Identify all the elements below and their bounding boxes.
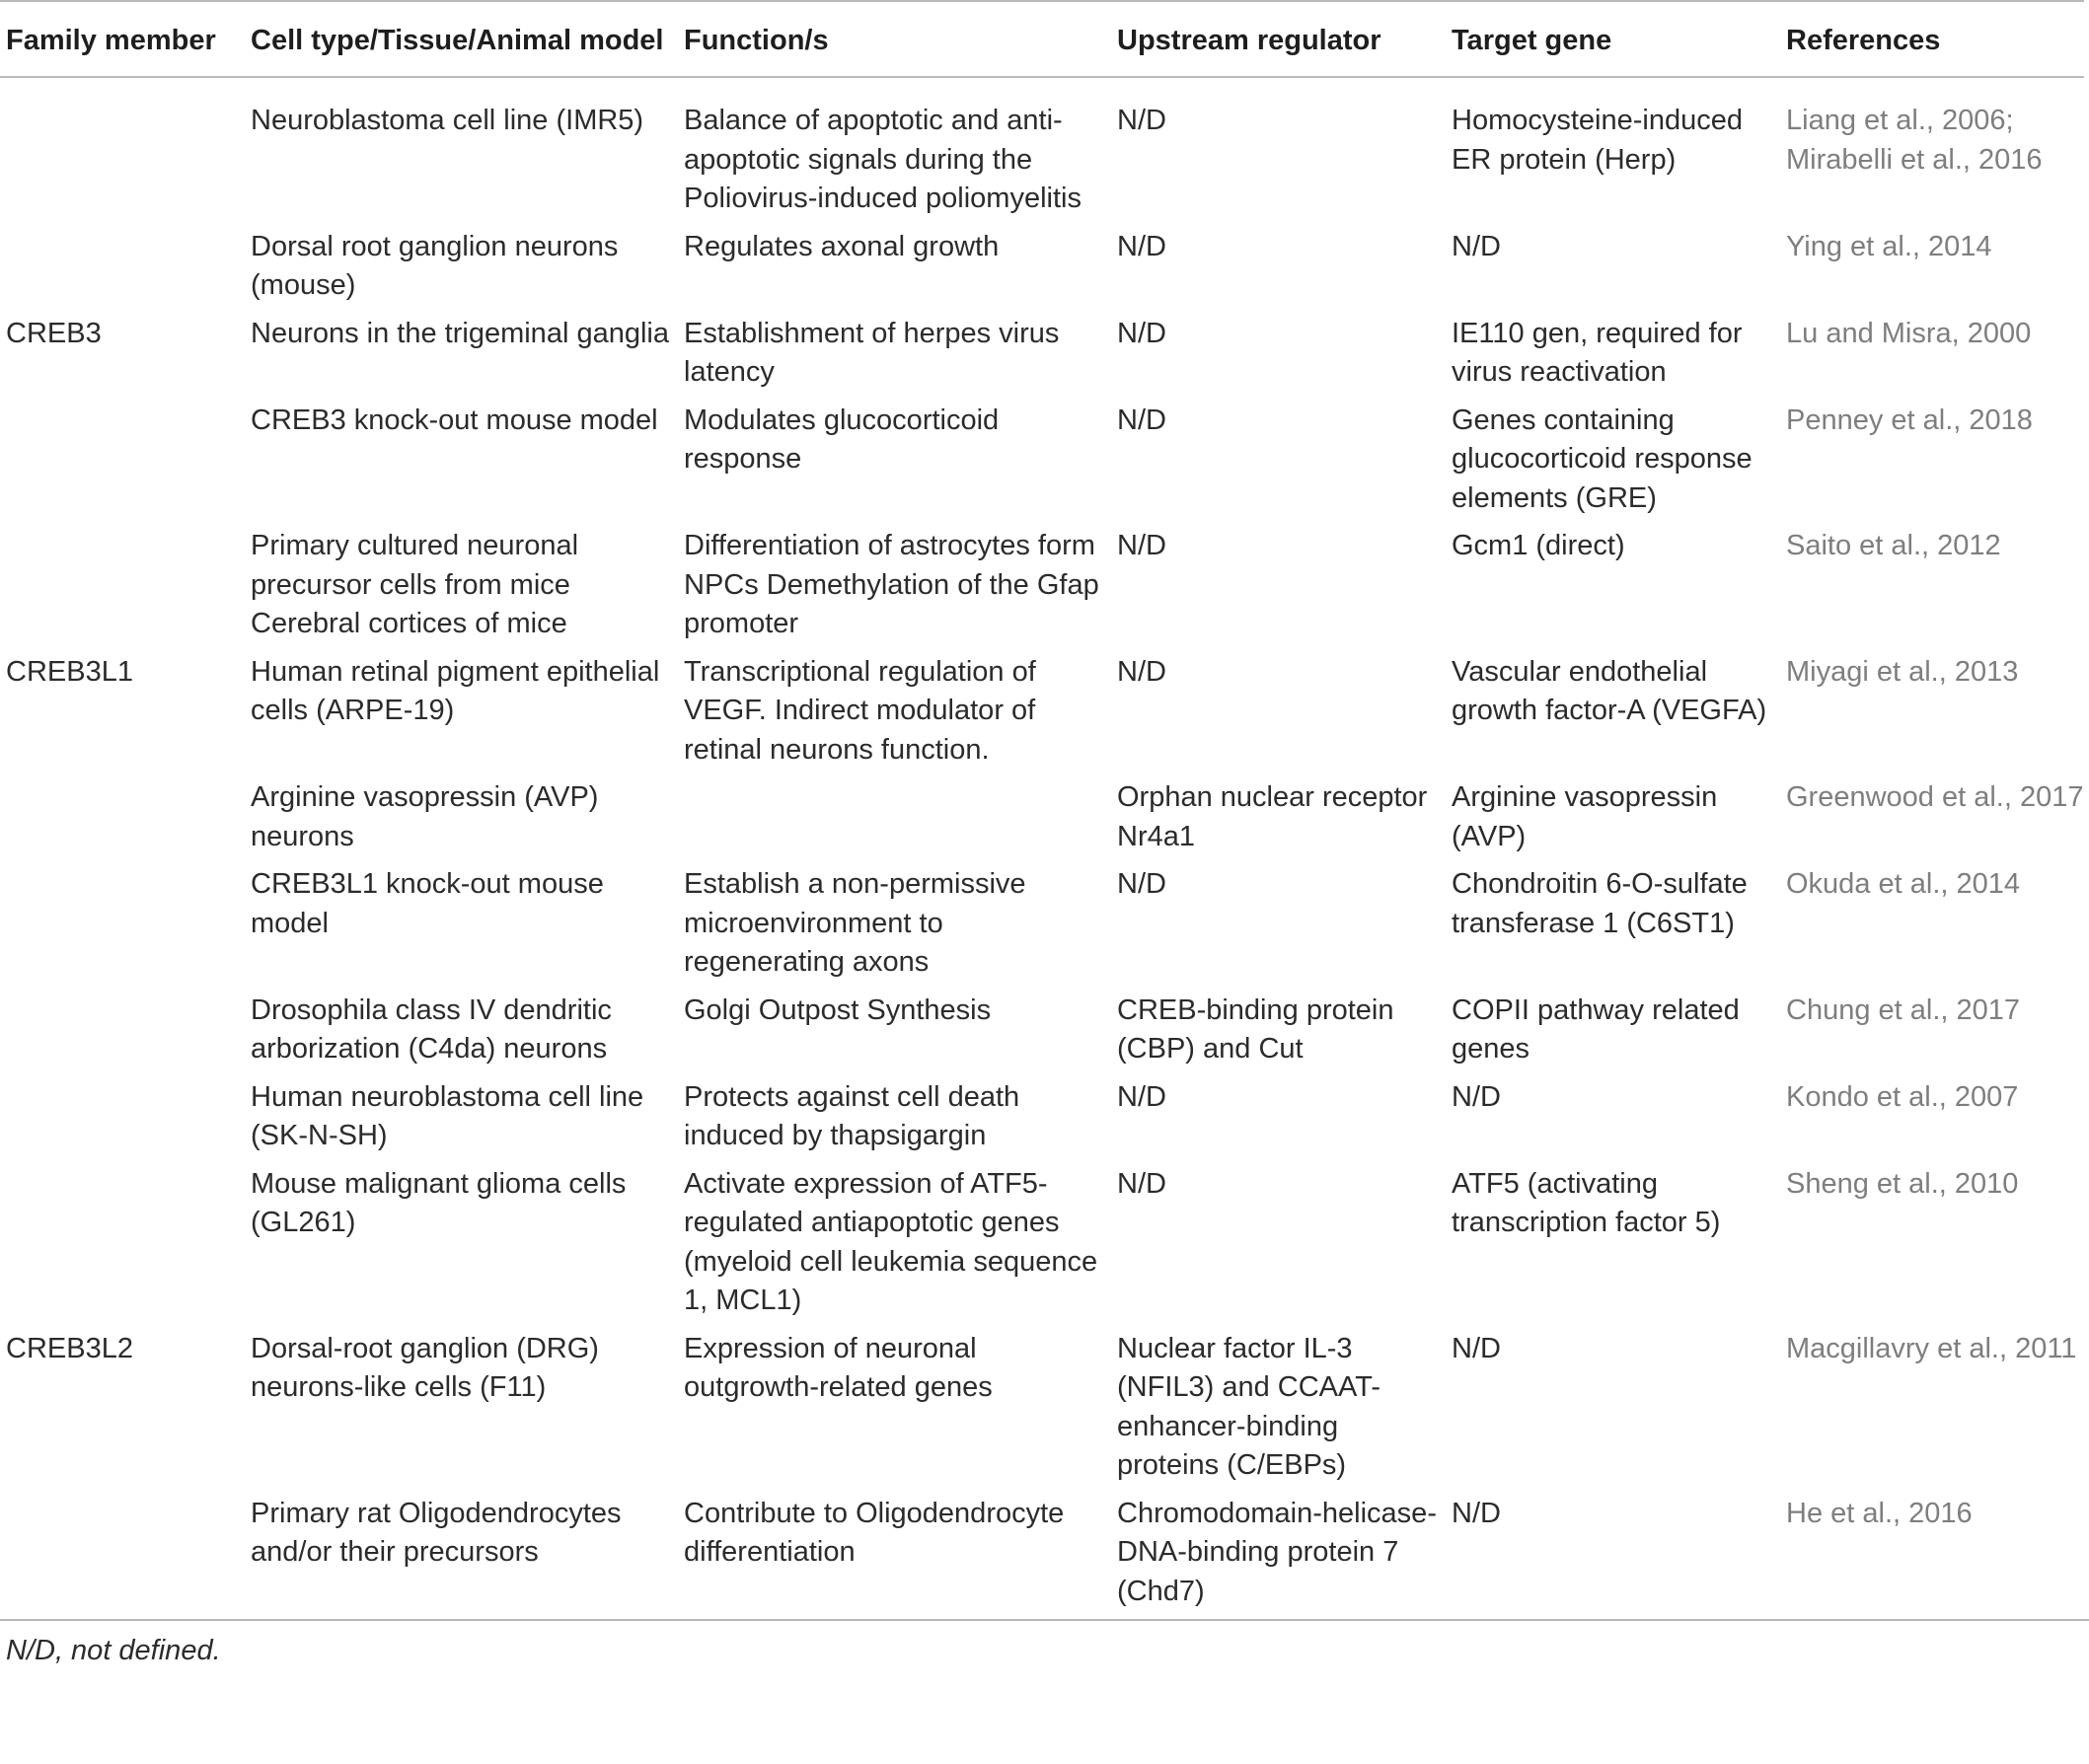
references-cell [1786, 774, 2084, 861]
cell-type-cell: Neurons in the trigeminal ganglia [251, 317, 669, 349]
target-gene-cell: N/D [1452, 1080, 1501, 1113]
function-cell: Golgi Outpost Synthesis [684, 993, 992, 1026]
family-cell: CREB3L1 [6, 655, 133, 688]
table-row [0, 1161, 2084, 1326]
cell-type-cell: Dorsal-root ganglion (DRG) neurons-like cells (F11) [251, 1332, 599, 1403]
target-gene-cell: Gcm1 (direct) [1452, 530, 1625, 561]
reference-link[interactable]: Liang et al., 2006; [1786, 105, 2014, 136]
reference-link[interactable]: He et al., 2016 [1786, 1497, 1973, 1529]
reference-link[interactable]: Macgillavry et al., 2011 [1786, 1332, 2077, 1364]
function-cell: Contribute to Oligodendrocyte differentiation [684, 1497, 1065, 1568]
cell-type-cell: Mouse malignant glioma cells (GL261) [251, 1167, 627, 1238]
reference-link[interactable]: Sheng et al., 2010 [1786, 1167, 2019, 1200]
header-references: References [1786, 1, 2084, 77]
table-row [0, 861, 2084, 988]
reference-link[interactable]: Greenwood et al., 2017 [1786, 781, 2084, 813]
reference-link[interactable]: Saito et al., 2012 [1786, 530, 2001, 561]
family-cell [0, 398, 251, 524]
function-cell: Activate expression of ATF5-regulated antiapoptotic genes (myeloid cell leukemia sequence 1, MCL1) [684, 1167, 1098, 1316]
reference-link[interactable]: Kondo et al., 2007 [1786, 1080, 2019, 1113]
target-gene-cell: Vascular endothelial growth factor-A (VEGFA) [1452, 655, 1767, 726]
references-cell [1786, 649, 2084, 775]
header-row [0, 1, 2084, 77]
references-cell [1786, 398, 2084, 524]
header-upstream-regulator: Upstream regulator [1117, 1, 1452, 77]
upstream-regulator-cell: N/D [1117, 1080, 1166, 1113]
header-target-gene: Target gene [1452, 1, 1786, 77]
upstream-regulator-cell: Orphan nuclear receptor Nr4a1 [1117, 781, 1428, 852]
function-cell: Transcriptional regulation of VEGF. Indirect modulator of retinal neurons function. [684, 655, 1036, 766]
table-row [0, 224, 2084, 311]
reference-link[interactable]: Chung et al., 2017 [1786, 993, 2021, 1026]
target-gene-cell: N/D [1452, 230, 1501, 262]
family-cell [0, 224, 251, 311]
target-gene-cell: Homocysteine-induced ER protein (Herp) [1452, 105, 1743, 176]
references-cell [1786, 1074, 2084, 1161]
target-gene-cell: N/D [1452, 1332, 1501, 1364]
function-cell: Regulates axonal growth [684, 230, 1000, 262]
upstream-regulator-cell: Nuclear factor IL-3 (NFIL3) and CCAAT-enhancer-binding proteins (C/EBPs) [1117, 1332, 1380, 1481]
reference-link[interactable]: Ying et al., 2014 [1786, 230, 1992, 262]
cell-type-cell: Drosophila class IV dendritic arborization (C4da) neurons [251, 993, 612, 1065]
family-cell [0, 523, 251, 649]
cell-type-cell: Primary cultured neuronal precursor cells from mice Cerebral cortices of mice [251, 530, 579, 639]
table-row [0, 523, 2084, 649]
family-cell [0, 1161, 251, 1326]
target-gene-cell: ATF5 (activating transcription factor 5) [1452, 1167, 1721, 1238]
upstream-regulator-cell: N/D [1117, 230, 1166, 262]
table-row [0, 1074, 2084, 1161]
upstream-regulator-cell: N/D [1117, 868, 1166, 900]
upstream-regulator-cell: N/D [1117, 655, 1166, 688]
target-gene-cell: IE110 gen, required for virus reactivation [1452, 317, 1743, 388]
family-cell [0, 861, 251, 988]
family-cell: CREB3L2 [6, 1332, 133, 1364]
reference-link[interactable]: Penney et al., 2018 [1786, 404, 2033, 436]
references-cell [1786, 224, 2084, 311]
function-cell [684, 774, 1117, 861]
upstream-regulator-cell: N/D [1117, 404, 1166, 436]
cell-type-cell: Human retinal pigment epithelial cells (ARPE-19) [251, 655, 660, 726]
reference-link[interactable]: Mirabelli et al., 2016 [1786, 143, 2043, 176]
references-cell [1786, 1161, 2084, 1326]
upstream-regulator-cell: N/D [1117, 530, 1166, 561]
references-cell [1786, 1491, 2084, 1620]
references-cell [1786, 77, 2084, 224]
table-row [0, 649, 2084, 775]
references-cell [1786, 861, 2084, 988]
upstream-regulator-cell: CREB-binding protein (CBP) and Cut [1117, 993, 1394, 1065]
cell-type-cell: Human neuroblastoma cell line (SK-N-SH) [251, 1080, 644, 1151]
table-row [0, 77, 2084, 224]
family-cell: CREB3 [6, 317, 102, 349]
reference-link[interactable]: Miyagi et al., 2013 [1786, 655, 2019, 688]
cell-type-cell: Primary rat Oligodendrocytes and/or their precursors [251, 1497, 622, 1568]
upstream-regulator-cell: N/D [1117, 1167, 1166, 1200]
function-cell: Expression of neuronal outgrowth-related genes [684, 1332, 993, 1403]
table-row [0, 311, 2084, 398]
family-cell [0, 774, 251, 861]
table-body [0, 77, 2084, 1619]
target-gene-cell: COPII pathway related genes [1452, 993, 1740, 1065]
function-cell: Modulates glucocorticoid response [684, 404, 1000, 475]
cell-type-cell: Neuroblastoma cell line (IMR5) [251, 105, 644, 136]
table-row [0, 988, 2084, 1074]
upstream-regulator-cell: Chromodomain-helicase-DNA-binding protein 7 (Chd7) [1117, 1497, 1437, 1607]
reference-link[interactable]: Okuda et al., 2014 [1786, 868, 2020, 900]
references-cell [1786, 988, 2084, 1074]
references-cell [1786, 1326, 2084, 1491]
target-gene-cell: Chondroitin 6-O-sulfate transferase 1 (C6ST1) [1452, 868, 1748, 939]
function-cell: Establishment of herpes virus latency [684, 317, 1060, 388]
table-row [0, 1326, 2084, 1491]
header-function: Function/s [684, 1, 1117, 77]
header-cell-type: Cell type/Tissue/Animal model [251, 1, 684, 77]
family-cell [0, 77, 251, 224]
function-cell: Differentiation of astrocytes form NPCs Demethylation of the Gfap promoter [684, 530, 1099, 639]
header-family-member: Family member [0, 1, 251, 77]
references-cell [1786, 523, 2084, 649]
target-gene-cell: Arginine vasopressin (AVP) [1452, 781, 1718, 852]
function-cell: Balance of apoptotic and anti-apoptotic signals during the Poliovirus-induced poliomyelitis [684, 105, 1082, 214]
table-row [0, 1491, 2084, 1620]
table-header [0, 1, 2084, 77]
cell-type-cell: CREB3L1 knock-out mouse model [251, 868, 604, 939]
table-row [0, 774, 2084, 861]
reference-link[interactable]: Lu and Misra, 2000 [1786, 317, 2032, 349]
table-row [0, 398, 2084, 524]
target-gene-cell: Genes containing glucocorticoid response elements (GRE) [1452, 404, 1753, 514]
upstream-regulator-cell: N/D [1117, 317, 1166, 349]
cell-type-cell: Dorsal root ganglion neurons (mouse) [251, 230, 619, 301]
cell-type-cell: CREB3 knock-out mouse model [251, 404, 658, 436]
function-cell: Protects against cell death induced by thapsigargin [684, 1080, 1020, 1151]
target-gene-cell: N/D [1452, 1497, 1501, 1529]
family-cell [0, 988, 251, 1074]
family-cell [0, 1491, 251, 1620]
table-footnote: N/D, not defined. [6, 1635, 221, 1666]
references-cell [1786, 311, 2084, 398]
cell-type-cell: Arginine vasopressin (AVP) neurons [251, 781, 599, 852]
family-cell [0, 1074, 251, 1161]
function-cell: Establish a non-permissive microenvironment to regenerating axons [684, 868, 1026, 978]
upstream-regulator-cell: N/D [1117, 105, 1166, 136]
